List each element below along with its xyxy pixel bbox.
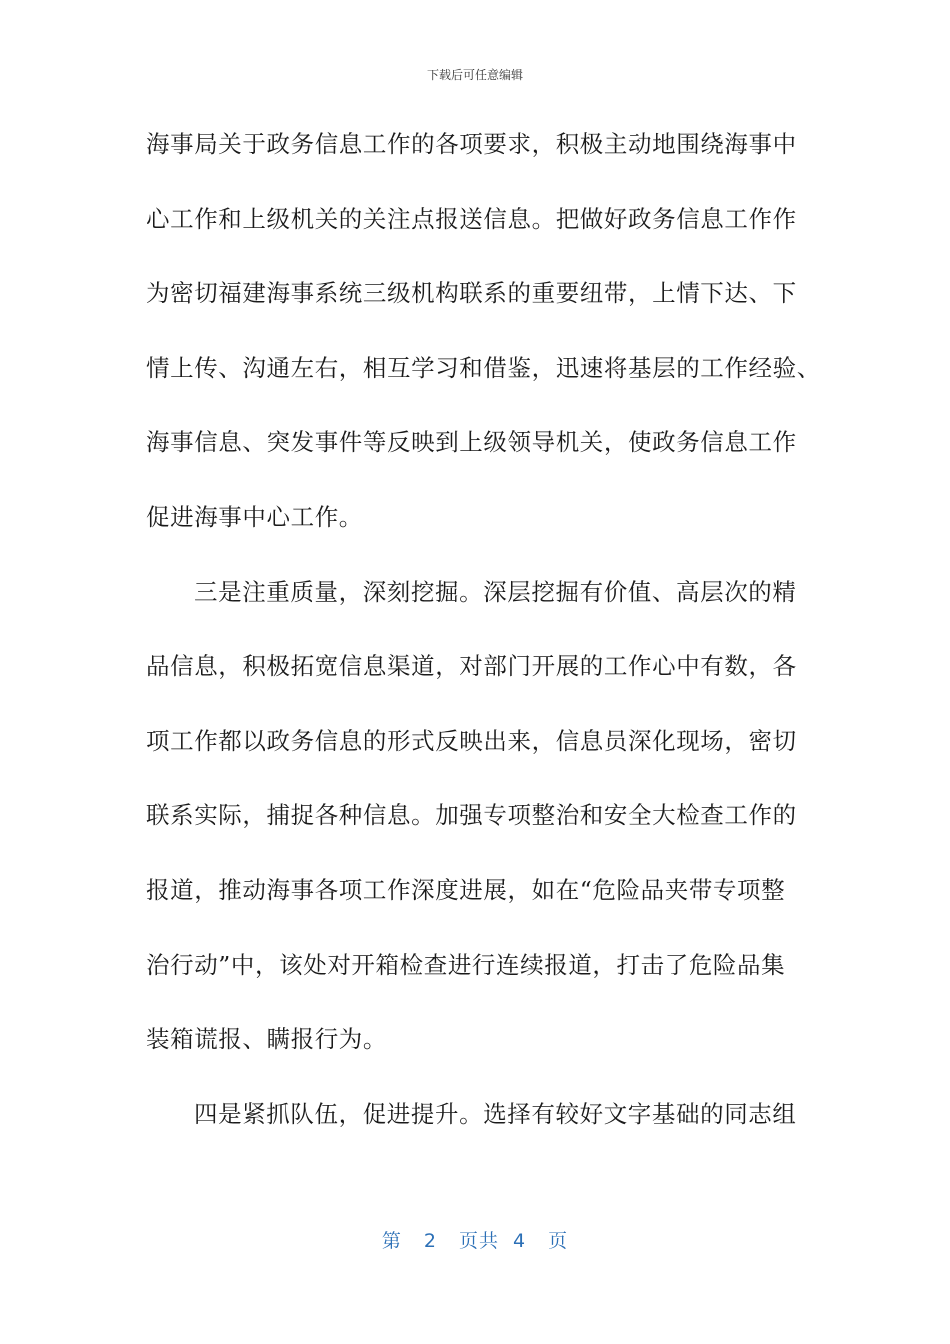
body-line: 报道，推动海事各项工作深度进展，如在“危险品夹带专项整 xyxy=(146,875,786,904)
body-line: 为密切福建海事系统三级机构联系的重要纽带，上情下达、下 xyxy=(146,279,797,308)
page-label-suffix: 页 xyxy=(548,1230,569,1252)
page-label-prefix: 第 xyxy=(381,1230,402,1252)
document-body xyxy=(146,124,826,1168)
body-line: 品信息，积极拓宽信息渠道，对部门开展的工作心中有数，各 xyxy=(146,652,797,681)
page-label-mid: 页共 xyxy=(458,1230,499,1252)
current-page-number: 2 xyxy=(423,1230,437,1252)
paragraph-start-line: 三是注重质量，深刻挖掘。深层挖掘有价值、高层次的精 xyxy=(194,577,797,606)
body-line: 治行动”中，该处对开箱检查进行连续报道，打击了危险品集 xyxy=(146,950,786,979)
body-line: 海事局关于政务信息工作的各项要求，积极主动地围绕海事中 xyxy=(146,130,797,158)
page-number-footer xyxy=(0,1226,950,1253)
body-line: 情上传、沟通左右，相互学习和借鉴，迅速将基层的工作经验、 xyxy=(146,353,821,382)
page-header-note: 下载后可任意编辑 xyxy=(426,68,523,82)
paragraph-start-line: 四是紧抓队伍，促进提升。选择有较好文字基础的同志组 xyxy=(194,1099,797,1128)
body-line: 项工作都以政务信息的形式反映出来，信息员深化现场，密切 xyxy=(146,726,797,755)
body-line: 心工作和上级机关的关注点报送信息。把做好政务信息工作作 xyxy=(146,204,797,233)
body-line: 装箱谎报、瞒报行为。 xyxy=(146,1025,387,1054)
body-line: 海事信息、突发事件等反映到上级领导机关，使政务信息工作 xyxy=(146,428,797,457)
body-line: 联系实际，捕捉各种信息。加强专项整治和安全大检查工作的 xyxy=(146,801,797,830)
total-pages-number: 4 xyxy=(513,1230,527,1252)
body-line: 促进海事中心工作。 xyxy=(146,502,363,531)
